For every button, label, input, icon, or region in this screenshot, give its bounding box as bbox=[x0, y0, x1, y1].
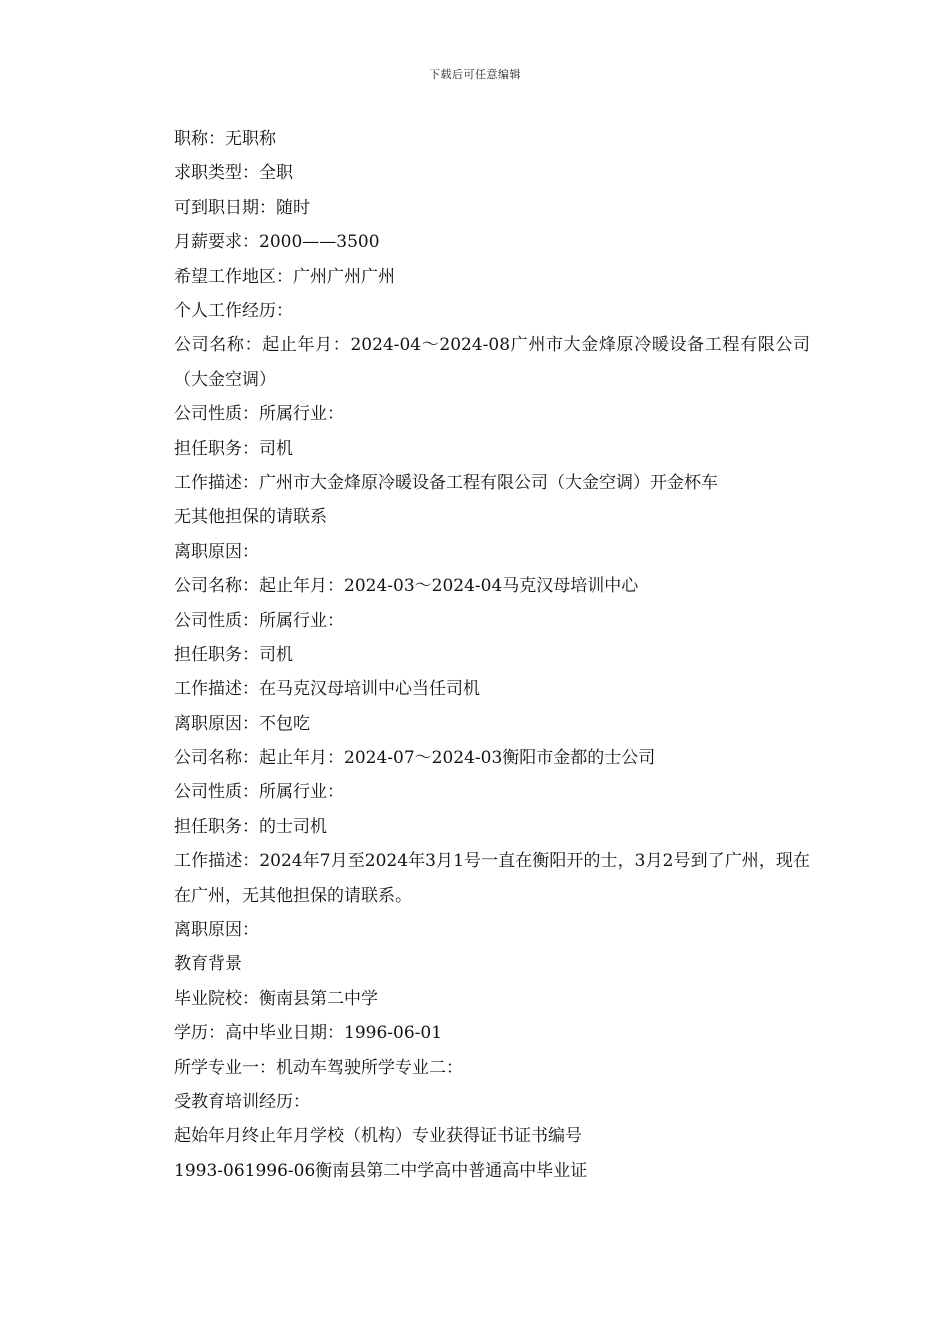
desired-location-line: 希望工作地区：广州广州广州 bbox=[174, 266, 395, 287]
company-3-leave-reason: 离职原因： bbox=[174, 920, 259, 941]
company-2-leave-reason: 离职原因：不包吃 bbox=[174, 713, 310, 734]
training-table-header: 起始年月终止年月学校（机构）专业获得证书证书编号 bbox=[174, 1126, 582, 1147]
company-1-description-cont: 无其他担保的请联系 bbox=[174, 507, 327, 528]
company-3-position-line: 担任职务：的士司机 bbox=[174, 816, 327, 837]
salary-line: 月薪要求：2000——3500 bbox=[174, 232, 380, 253]
company-1-position-line: 担任职务：司机 bbox=[174, 438, 293, 459]
job-type-line: 求职类型：全职 bbox=[174, 163, 293, 184]
training-heading: 受教育培训经历： bbox=[174, 1092, 310, 1112]
major-line: 所学专业一：机动车驾驶所学专业二： bbox=[174, 1057, 463, 1078]
page-header: 下载后可任意编辑 bbox=[429, 68, 521, 81]
job-title-line: 职称：无职称 bbox=[174, 129, 276, 149]
training-table-row: 1993-061996-06衡南县第二中学高中普通高中毕业证 bbox=[174, 1160, 588, 1181]
company-2-position-line: 担任职务：司机 bbox=[174, 644, 293, 665]
company-3-description-line: 工作描述：2024年7月至2024年3月1号一直在衡阳开的士，3月2号到了广州，现在在广州，无其他担保的请联系。 bbox=[174, 851, 810, 906]
work-history-heading: 个人工作经历： bbox=[174, 300, 293, 321]
company-3-line: 公司名称：起止年月：2024-07～2024-03衡阳市金都的士公司 bbox=[174, 748, 656, 769]
company-2-line: 公司名称：起止年月：2024-03～2024-04马克汉母培训中心 bbox=[174, 576, 639, 597]
education-heading: 教育背景 bbox=[174, 954, 242, 975]
company-1-description-line: 工作描述：广州市大金烽原冷暖设备工程有限公司（大金空调）开金杯车 bbox=[174, 472, 718, 493]
company-1-nature-line: 公司性质：所属行业： bbox=[174, 404, 344, 425]
resume-body bbox=[144, 122, 810, 1188]
school-line: 毕业院校：衡南县第二中学 bbox=[174, 988, 378, 1009]
company-2-description-line: 工作描述：在马克汉母培训中心当任司机 bbox=[174, 679, 480, 700]
company-1-leave-reason: 离职原因： bbox=[174, 541, 259, 562]
available-date-line: 可到职日期：随时 bbox=[174, 197, 310, 218]
company-3-nature-line: 公司性质：所属行业： bbox=[174, 782, 344, 803]
company-1-line: 公司名称：起止年月：2024-04～2024-08广州市大金烽原冷暖设备工程有限公司（大金空调） bbox=[174, 335, 810, 390]
degree-line: 学历：高中毕业日期：1996-06-01 bbox=[174, 1023, 443, 1044]
company-2-nature-line: 公司性质：所属行业： bbox=[174, 610, 344, 631]
